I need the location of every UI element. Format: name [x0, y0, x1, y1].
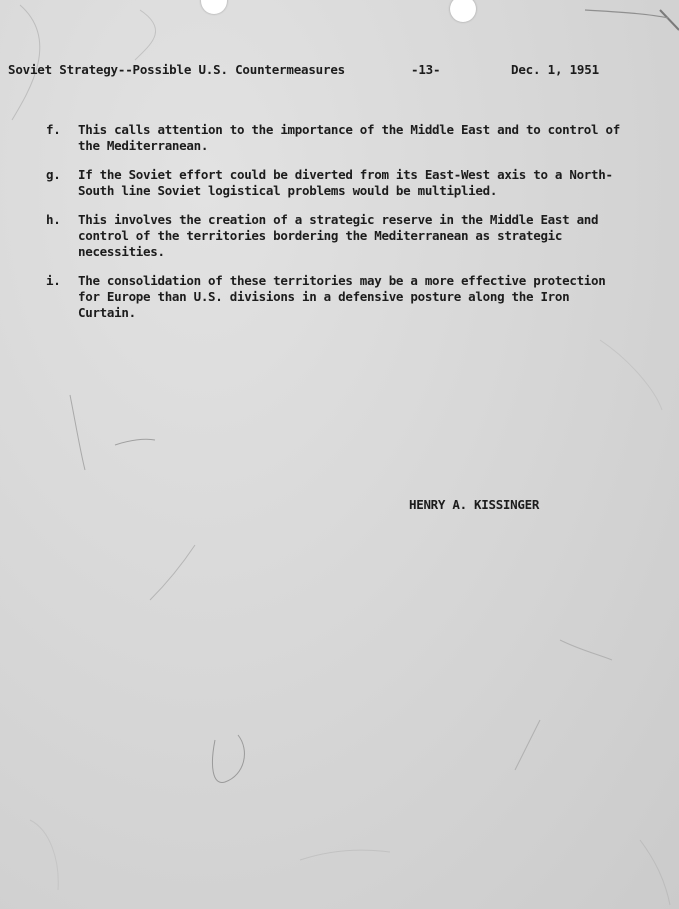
item-marker: h.	[46, 212, 61, 227]
item-marker: g.	[46, 167, 61, 182]
item-text: The consolidation of these territories may be a more effective protection for Europe than U.S. divisions in a defensive posture along the Iron Curtain.	[78, 273, 606, 320]
list-item-g	[46, 167, 626, 199]
page-number: -13-	[411, 62, 441, 77]
page-header	[8, 62, 608, 82]
item-text: If the Soviet effort could be diverted from its East-West axis to a North-South line Soviet logistical problems would be multiplied.	[78, 167, 613, 198]
item-text: This involves the creation of a strategic reserve in the Middle East and control of the territories bordering the Mediterranean as strategic necessities.	[78, 212, 599, 259]
item-list	[46, 122, 626, 334]
header-title: Soviet Strategy--Possible U.S. Countermeasures	[8, 62, 345, 77]
list-item-i	[46, 273, 626, 321]
signature-block: HENRY A. KISSINGER	[409, 497, 540, 512]
item-marker: i.	[46, 273, 61, 288]
item-text: This calls attention to the importance of the Middle East and to control of the Mediterranean.	[78, 122, 620, 153]
header-date: Dec. 1, 1951	[511, 62, 599, 77]
list-item-f	[46, 122, 626, 154]
list-item-h	[46, 212, 626, 260]
item-marker: f.	[46, 122, 61, 137]
